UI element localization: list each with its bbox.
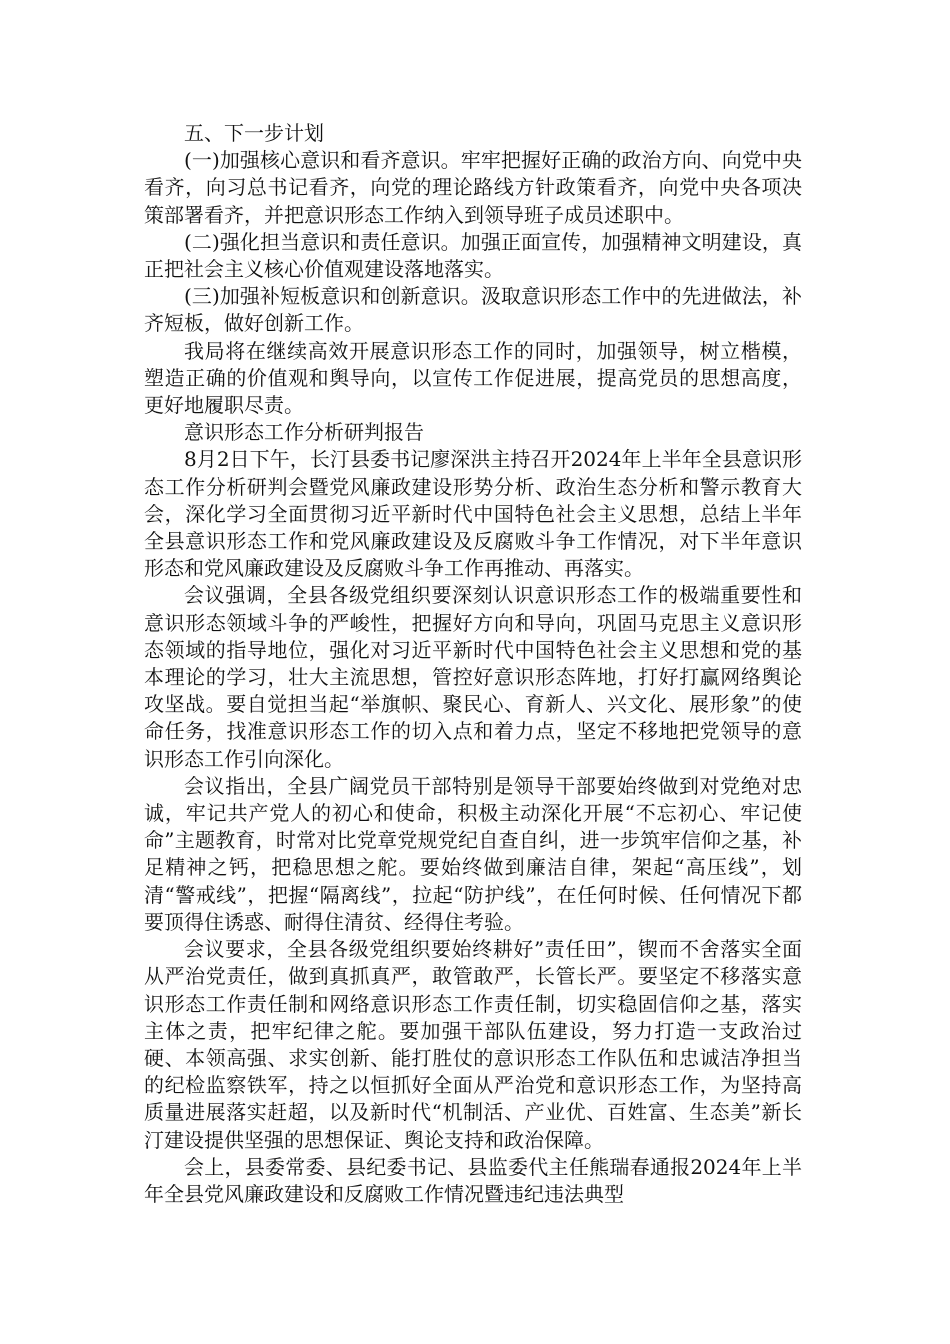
report-paragraph-5: 会上，县委常委、县纪委书记、县监委代主任熊瑞春通报2024年上半年全县党风廉政建设和反腐败工作情况暨违纪违法典型 [144,1154,802,1206]
report-paragraph-1: 8月2日下午，长汀县委书记廖深洪主持召开2024年上半年全县意识形态工作分析研判会暨党风廉政建设形势分析、政治生态分析和警示教育大会，深化学习全面贯彻习近平新时代中国特色社会主义思想，总结上半年全县意识形态工作和党风廉政建设及反腐败斗争工作情况，对下半年意识形态和党风廉政建设及反腐败斗争工作再推动、再落实。 [144,447,802,581]
document-body [144,120,802,1208]
section-heading: 五、下一步计划 [184,121,324,145]
closing-paragraph: 我局将在继续高效开展意识形态工作的同时，加强领导，树立楷模，塑造正确的价值观和舆导向，以宣传工作促进展，提高党员的思想高度，更好地履职尽责。 [144,338,802,418]
plan-item-2: (二)强化担当意识和责任意识。加强正面宣传，加强精神文明建设，真正把社会主义核心价值观建设落地落实。 [144,229,802,282]
report-paragraph-3: 会议指出，全县广阔党员干部特别是领导干部要始终做到对党绝对忠诚，牢记共产党人的初心和使命，积极主动深化开展“不忘初心、牢记使命”主题教育，时常对比党章党规党纪自查自纠，进一步筑牢信仰之基，补足精神之钙，把稳思想之舵。要始终做到廉洁自律，架起“高压线”，划清“警戒线”，把握“隔离线”，拉起“防护线”，在任何时候、任何情况下都要顶得住诱惑、耐得住清贫、经得住考验。 [144,773,802,934]
plan-item-3: (三)加强补短板意识和创新意识。汲取意识形态工作中的先进做法，补齐短板，做好创新工作。 [144,284,802,336]
report-paragraph-2: 会议强调，全县各级党组织要深刻认识意识形态工作的极端重要性和意识形态领域斗争的严峻性，把握好方向和导向，巩固马克思主义意识形态领域的指导地位，强化对习近平新时代中国特色社会主义思想和党的基本理论的学习，壮大主流思想，管控好意识形态阵地，打好打赢网络舆论攻坚战。要自觉担当起“举旗帜、聚民心、育新人、兴文化、展形象”的使命任务，找准意识形态工作的切入点和着力点，坚定不移地把党领导的意识形态工作引向深化。 [144,583,802,771]
report-paragraph-4: 会议要求，全县各级党组织要始终耕好”责任田”，锲而不舍落实全面从严治党责任，做到真抓真严，敢管敢严，长管长严。要坚定不移落实意识形态工作责任制和网络意识形态工作责任制，切实稳固信仰之基，落实主体之责，把牢纪律之舵。要加强干部队伍建设，努力打造一支政治过硬、本领高强、求实创新、能打胜仗的意识形态工作队伍和忠诚洁净担当的纪检监察铁军，持之以恒抓好全面从严治党和意识形态工作，为坚持高质量进展落实赶超，以及新时代“机制活、产业优、百姓富、生态美”新长汀建设提供坚强的思想保证、舆论支持和政治保障。 [144,937,802,1152]
report-title: 意识形态工作分析研判报告 [184,420,424,445]
plan-item-1: (一)加强核心意识和看齐意识。牢牢把握好正确的政治方向、向党中央看齐，向习总书记看齐，向党的理论路线方针政策看齐，向党中央各项决策部署看齐，并把意识形态工作纳入到领导班子成员述职中。 [144,148,802,227]
